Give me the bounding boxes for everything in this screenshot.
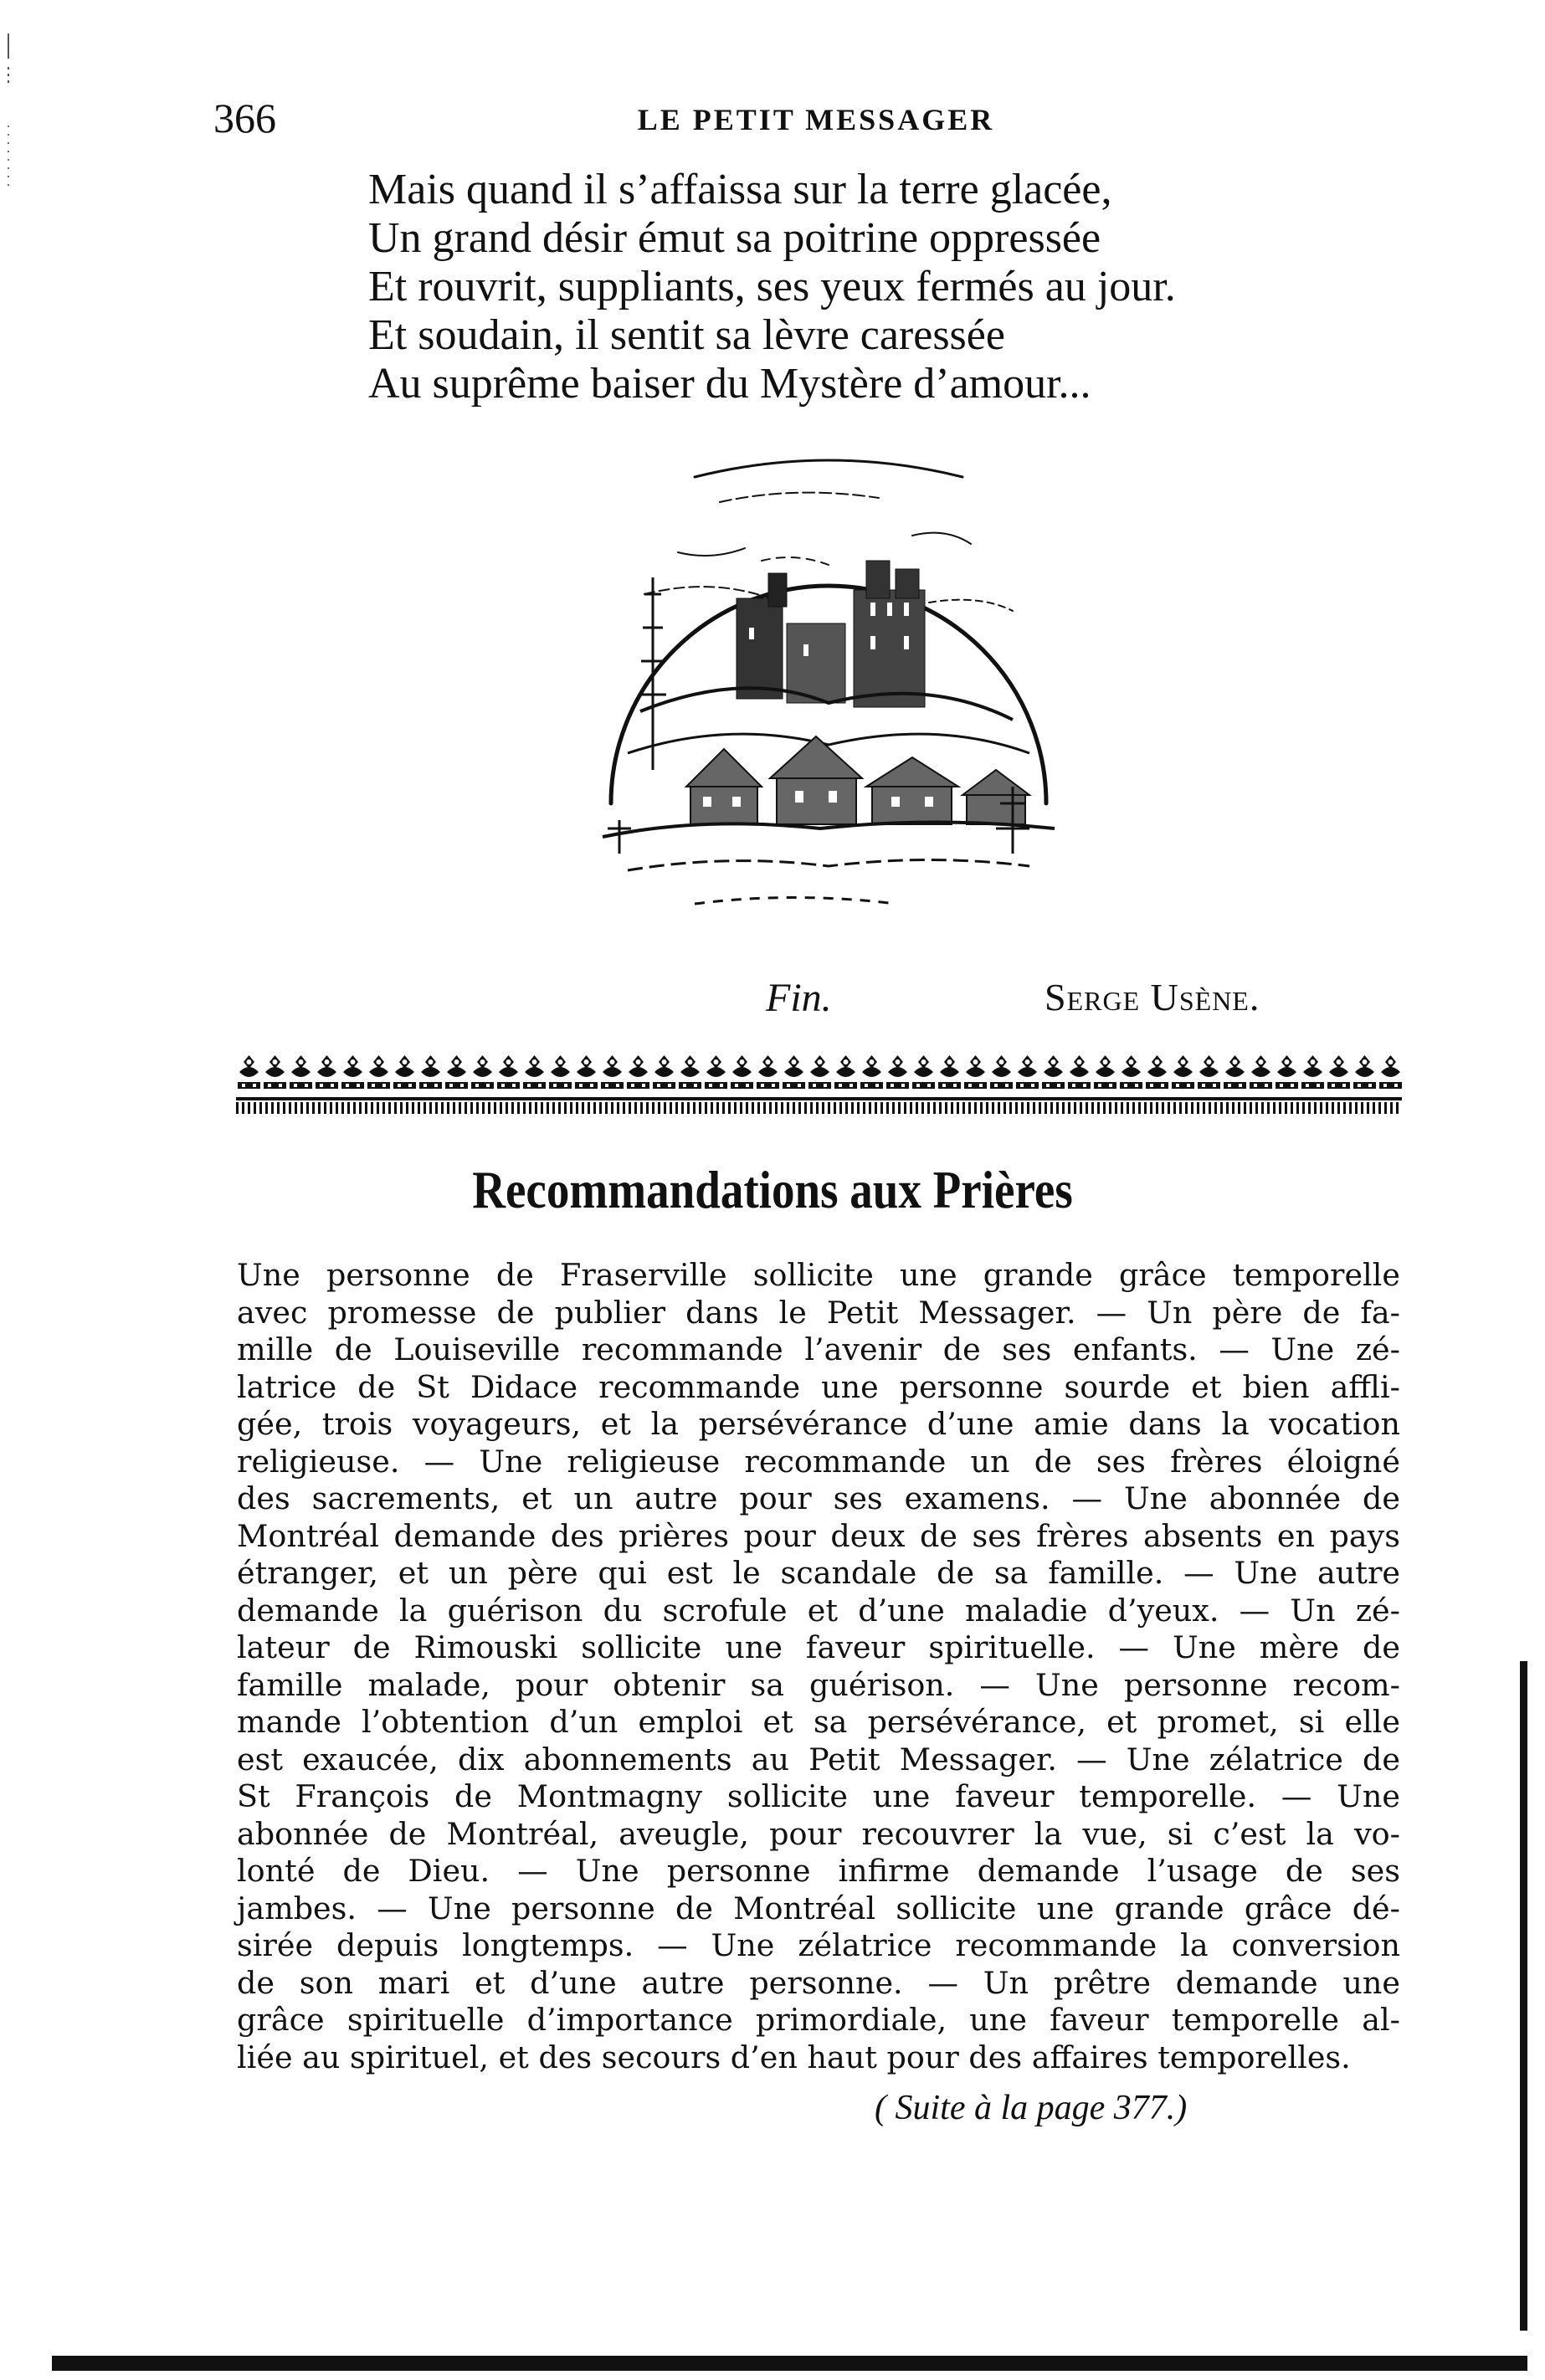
- text-line: jambes. — Une personne de Montréal sollicite une grande grâce dé-: [237, 1890, 1400, 1926]
- author-name: Serge Usène.: [1045, 976, 1260, 1018]
- article-signoff: [0, 975, 1545, 1034]
- text-line: mande l’obtention d’un emploi et sa persévérance, et promet, si elle: [237, 1704, 1400, 1740]
- poem-line: Un grand désir émut sa poitrine oppressée: [368, 214, 1101, 262]
- text-line: gée, trois voyageurs, et la persévérance d’une amie dans la vocation: [237, 1406, 1400, 1442]
- section-title: Recommandations aux Prières: [472, 1160, 1073, 1219]
- text-line: est exaucée, dix abonnements au Petit Messager. — Une zélatrice de: [237, 1741, 1400, 1777]
- castle-vignette-illustration: [577, 435, 1080, 954]
- poem-stanza: [368, 166, 1456, 408]
- text-line: lonté de Dieu. — Une personne infirme demande l’usage de ses: [237, 1853, 1400, 1889]
- ornamental-divider: [236, 1050, 1402, 1117]
- text-line: grâce spirituelle d’importance primordiale, une faveur temporelle al-: [237, 2002, 1400, 2038]
- journal-title: LE PETIT MESSAGER: [637, 103, 995, 136]
- text-line: des sacrements, et un autre pour ses examens. — Une abonnée de: [237, 1480, 1400, 1516]
- continuation-note: ( Suite à la page 377.): [875, 2089, 1188, 2127]
- page-number: 366: [213, 95, 276, 141]
- text-line: St François de Montmagny sollicite une faveur temporelle. — Une: [237, 1778, 1400, 1814]
- poem-line: Et soudain, il sentit sa lèvre caressée: [368, 311, 1005, 359]
- text-line: latrice de St Didace recommande une personne sourde et bien affli-: [237, 1368, 1400, 1405]
- text-line: Une personne de Fraserville sollicite une grande grâce temporelle: [237, 1257, 1400, 1293]
- poem-line: Mais quand il s’affaissa sur la terre glacée,: [368, 166, 1112, 213]
- text-line: abonnée de Montréal, aveugle, pour recouvrer la vue, si c’est la vo-: [237, 1815, 1400, 1852]
- text-line: sirée depuis longtemps. — Une zélatrice recommande la conversion: [237, 1927, 1400, 1963]
- scan-edge-marks: [3, 33, 13, 201]
- poem-line: Au suprême baiser du Mystère d’amour...: [368, 360, 1091, 408]
- text-line: famille malade, pour obtenir sa guérison. — Une personne recom-: [237, 1666, 1400, 1703]
- text-line: avec promesse de publier dans le Petit Messager. — Un père de fa-: [237, 1294, 1400, 1331]
- poem-line: Et rouvrit, suppliants, ses yeux fermés au jour.: [368, 263, 1176, 310]
- text-line: liée au spirituel, et des secours d’en haut pour des affaires temporelles.: [237, 2039, 1351, 2075]
- text-line: Montréal demande des prières pour deux de ses frères absents en pays: [237, 1517, 1400, 1554]
- text-line: demande la guérison du scrofule et d’une maladie d’yeux. — Un zé-: [237, 1592, 1400, 1629]
- page-edge-rule: [1520, 1661, 1527, 2331]
- text-line: mille de Louiseville recommande l’avenir de ses enfants. — Une zé-: [237, 1331, 1400, 1367]
- text-line: étranger, et un père qui est le scandale de sa famille. — Une autre: [237, 1555, 1400, 1591]
- page-bottom-rule: [52, 2356, 1527, 2371]
- text-line: religieuse. — Une religieuse recommande un de ses frères éloigné: [237, 1443, 1400, 1480]
- fin-label: Fin.: [766, 976, 832, 1020]
- text-line: de son mari et d’une autre personne. — Un prêtre demande une: [237, 1964, 1400, 2001]
- running-head: [213, 94, 1419, 152]
- text-line: lateur de Rimouski sollicite une faveur spirituelle. — Une mère de: [237, 1629, 1400, 1665]
- recommendations-paragraph: [237, 1257, 1400, 2076]
